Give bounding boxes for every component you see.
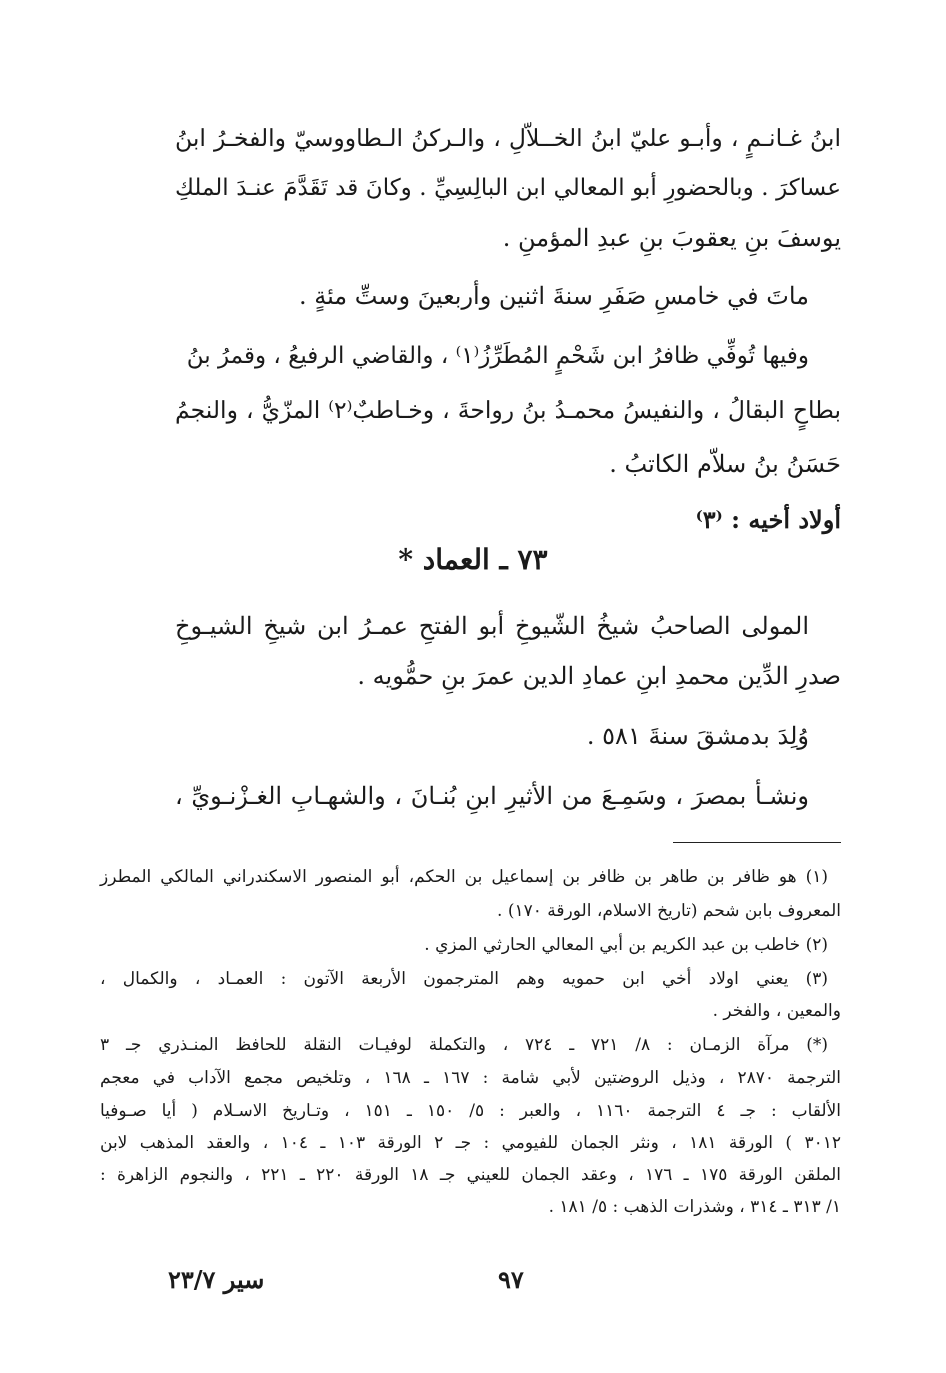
footnote-separator xyxy=(673,842,841,843)
footnote-line: (١) هو ظافر بن طاهر بن ظافر بن إسماعيل بن الحكم، أبو المنصور الاسكندراني المالكي المطرز xyxy=(100,867,828,887)
body-line: وفيها تُوفِّي ظافرُ ابن شَحْمٍ المُطَرِّزُ⁽١⁾ ، والقاضي الرفيعُ ، وقمرُ بنُ xyxy=(186,343,809,369)
body-line: ماتَ في خامسِ صَفَرِ سنةَ اثنين وأربعينَ وستِّ مئةٍ . xyxy=(298,282,809,310)
section-subheading: أولاد أخيه : ⁽٣⁾ xyxy=(695,505,841,534)
footnote-line: (*) مرآة الزمـان : ٨/ ٧٢١ ـ ٧٢٤ ، والتكملة لوفيـات النقلة للحافظ المنـذري جـ ٣ xyxy=(100,1035,828,1055)
entry-line: وُلِدَ بدمشقَ سنةَ ٥٨١ . xyxy=(586,722,809,750)
body-line: يوسفَ بنِ يعقوبَ بنِ عبدِ المؤمنِ . xyxy=(502,224,841,252)
entry-line: صدرِ الدِّين محمدِ ابنِ عمادِ الدين عمرَ بنِ حمُّويه . xyxy=(357,662,841,690)
footnote-line: (٣) يعني اولاد أخي ابن حمويه وهم المترجمون الأربعة الآتون : العمـاد ، والكمال ، xyxy=(100,969,828,989)
entry-heading: ٧٣ ـ العماد * xyxy=(398,543,548,576)
footnote-line: المعروف بابن شحم (تاريخ الاسلام، الورقة ١٧٠) . xyxy=(497,901,841,921)
page-number: ٩٧ xyxy=(498,1265,524,1294)
footnote-line: الترجمة ٢٨٧٠ ، وذيل الروضتين لأبي شامة : ١٦٧ ـ ١٦٨ ، وتلخيص مجمع الآداب في معجم xyxy=(100,1068,841,1088)
footnote-line: ٣٠١٢ ) الورقة ١٨١ ، ونثر الجمان للفيومي : جـ ٢ الورقة ١٠٣ ـ ١٠٤ ، والعقد المذهب لابن xyxy=(100,1133,841,1153)
body-line: عساكرَ . وبالحضورِ أبو المعالي ابن البالِسِيِّ . وكانَ قد تَقَدَّمَ عنـدَ الملكِ xyxy=(175,175,841,201)
body-line: حَسَنُ بنُ سلاّم الكاتبُ . xyxy=(609,450,841,478)
entry-line: ونشـأ بمصرَ ، وسَمِـعَ من الأثيرِ ابنِ بُنـانَ ، والشهـابِ الغـزْنـويِّ ، xyxy=(175,782,809,810)
body-line: بطاحٍ البقالُ ، والنفيسُ محمـدُ بنُ رواحةَ ، وخـاطبٌ⁽٢⁾ المزّيُّ ، والنجمُ xyxy=(175,396,841,424)
footnote-line: الملقن الورقة ١٧٥ ـ ١٧٦ ، وعقد الجمان للعيني جـ ١٨ الورقة ٢٢٠ ـ ٢٢١ ، والنجوم الزاهرة : xyxy=(100,1165,841,1185)
footnote-line: الألقاب : جـ ٤ الترجمة ١١٦٠ ، والعبر : ٥/ ١٥٠ ـ ١٥١ ، وتـاريخ الاسـلام ( أيا صـوفيا xyxy=(100,1101,842,1121)
signature-mark: سير ٢٣/٧ xyxy=(168,1265,265,1294)
footnote-line: ١/ ٣١٣ ـ ٣١٤ ، وشذرات الذهب : ٥/ ١٨١ . xyxy=(548,1197,841,1217)
entry-line: المولى الصاحبُ شيخُ الشّيوخِ أبو الفتحِ عمـرُ ابن شيخِ الشيـوخِ xyxy=(175,612,809,640)
footnote-line: (٢) خاطب بن عبد الكريم بن أبي المعالي الحارثي المزي . xyxy=(424,935,828,955)
body-line: ابنُ غـانـمٍ ، وأبـو عليّ ابنُ الخــلاّلِ ، والـركنُ الـطاووسيّ والفخـرُ ابنُ xyxy=(175,124,841,152)
footnote-line: والمعين ، والفخر . xyxy=(712,1001,841,1021)
